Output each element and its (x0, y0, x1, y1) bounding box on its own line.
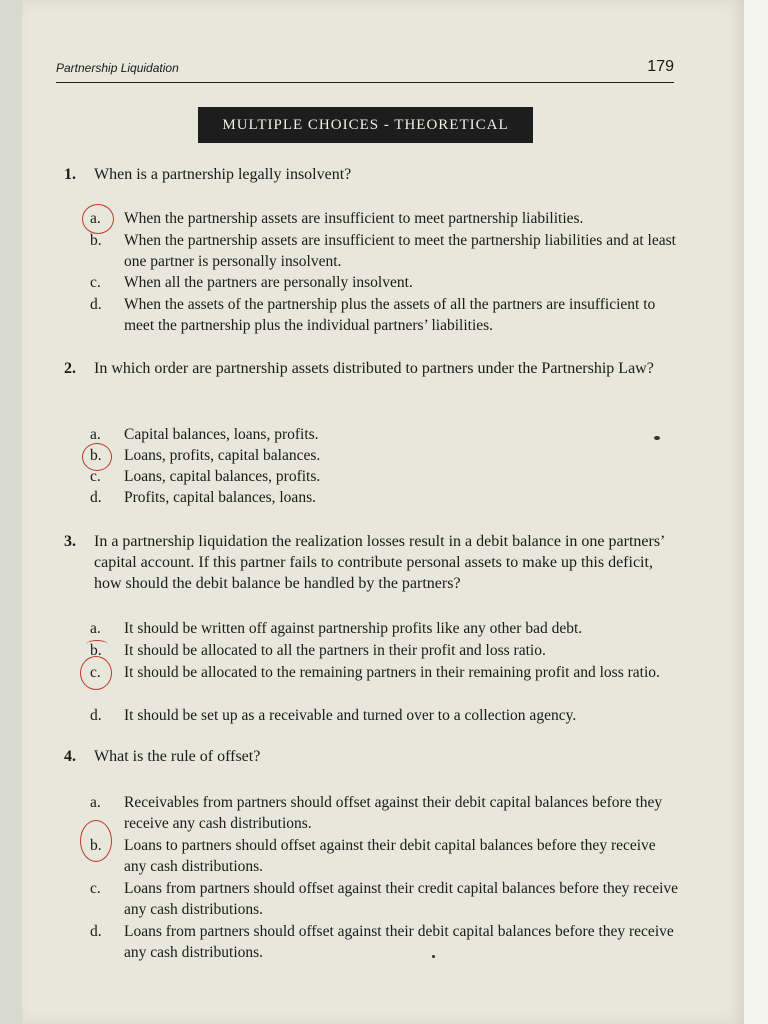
option-1a (90, 208, 680, 229)
option-3a (90, 618, 680, 639)
option-letter: d. (90, 489, 102, 506)
answer-circle-3c (80, 656, 112, 690)
option-text: Loans to partners should offset against their debit capital balances before they receive any cash distributions. (124, 837, 656, 875)
option-text: When all the partners are personally insolvent. (124, 274, 413, 291)
option-text: Loans, profits, capital balances. (124, 447, 321, 464)
running-head: Partnership Liquidation (56, 61, 179, 75)
option-4a (90, 792, 680, 834)
question-number: 3. (64, 533, 76, 550)
option-text: Receivables from partners should offset against their debit capital balances before they receive any cash distributions. (124, 794, 663, 832)
question-text: In which order are partnership assets distributed to partners under the Partnership Law? (94, 360, 654, 377)
option-letter: c. (90, 880, 101, 897)
option-letter: d. (90, 923, 102, 940)
option-text: It should be allocated to all the partners in their profit and loss ratio. (124, 642, 546, 659)
question-4 (64, 746, 684, 767)
page-header (56, 58, 674, 83)
question-number: 2. (64, 360, 76, 377)
answer-circle-1a (82, 204, 114, 234)
option-text: It should be set up as a receivable and turned over to a collection agency. (124, 707, 577, 724)
answer-circle-4b (80, 820, 112, 862)
option-text: Loans from partners should offset against their debit capital balances before they receive any cash distributions. (124, 923, 674, 961)
option-letter: a. (90, 426, 101, 443)
option-2b (90, 445, 680, 466)
option-2d (90, 487, 680, 508)
page-edge (744, 0, 768, 1024)
question-3 (64, 531, 684, 594)
option-letter: a. (90, 620, 101, 637)
ink-dot (432, 955, 435, 958)
option-letter: c. (90, 664, 101, 681)
option-letter: b. (90, 642, 102, 659)
page-number: 179 (647, 58, 674, 75)
option-1d (90, 294, 680, 336)
option-text: When the partnership assets are insufficient to meet the partnership liabilities and at least one partner is personally insolvent. (124, 232, 676, 270)
option-2a (90, 424, 680, 445)
question-number: 1. (64, 166, 76, 183)
ink-smudge (654, 436, 660, 440)
option-text: Loans from partners should offset against their credit capital balances before they receive any cash distributions. (124, 880, 679, 918)
question-1 (64, 164, 684, 185)
option-text: Profits, capital balances, loans. (124, 489, 316, 506)
option-letter: d. (90, 707, 102, 724)
question-number: 4. (64, 748, 76, 765)
option-3d (90, 705, 680, 726)
option-4d (90, 921, 680, 963)
option-letter: a. (90, 210, 101, 227)
section-title: MULTIPLE CHOICES - THEORETICAL (198, 107, 533, 143)
pen-stroke-mark (86, 640, 108, 649)
option-letter: c. (90, 468, 101, 485)
question-text: When is a partnership legally insolvent? (94, 166, 352, 183)
question-text: What is the rule of offset? (94, 748, 261, 765)
option-letter: b. (90, 232, 102, 249)
answer-circle-2b (82, 443, 112, 471)
option-3b (90, 640, 680, 661)
option-text: It should be written off against partnership profits like any other bad debt. (124, 620, 583, 637)
question-2 (64, 358, 684, 379)
option-text: It should be allocated to the remaining partners in their remaining profit and loss ratio. (124, 664, 660, 681)
option-4b (90, 835, 680, 877)
option-text: Loans, capital balances, profits. (124, 468, 321, 485)
option-1c (90, 272, 680, 293)
question-text: In a partnership liquidation the realization losses result in a debit balance in one partners’ capital account. If this partner fails to contribute personal assets to make up this deficit, how should the debit balance be handled by the partners? (94, 533, 665, 592)
option-letter: d. (90, 296, 102, 313)
option-1b (90, 230, 680, 272)
option-letter: a. (90, 794, 101, 811)
option-3c (90, 662, 680, 683)
option-text: When the partnership assets are insufficient to meet partnership liabilities. (124, 210, 584, 227)
option-2c (90, 466, 680, 487)
option-4c (90, 878, 680, 920)
option-letter: c. (90, 274, 101, 291)
option-text: Capital balances, loans, profits. (124, 426, 319, 443)
option-text: When the assets of the partnership plus the assets of all the partners are insufficient to meet the partnership plus the individual partners’ liabilities. (124, 296, 656, 334)
option-letter: b. (90, 447, 102, 464)
option-letter: b. (90, 837, 102, 854)
